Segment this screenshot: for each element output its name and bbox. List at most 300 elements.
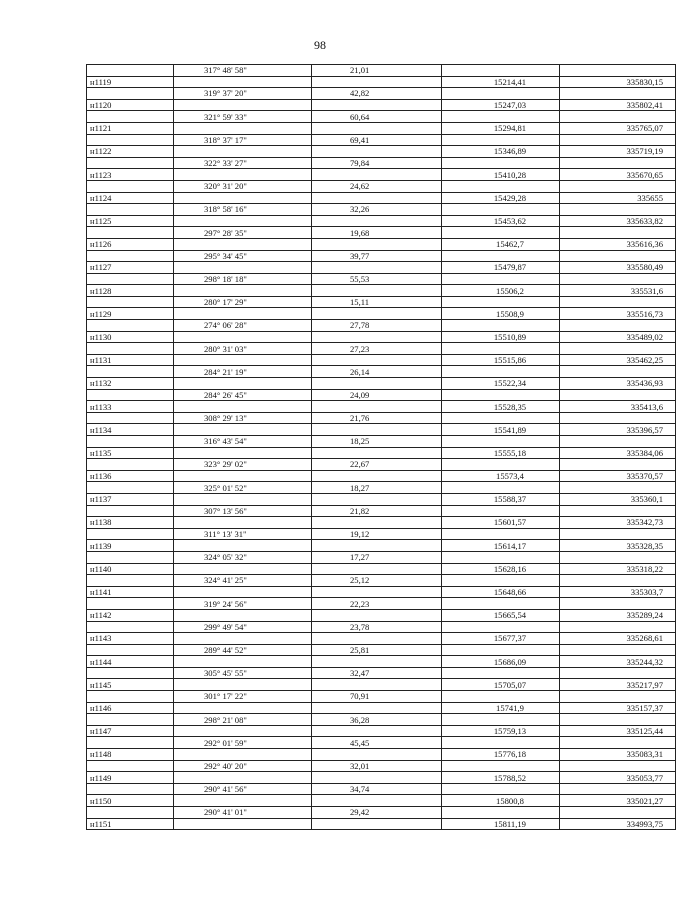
y-coordinate-cell: 335268,61 [560, 633, 676, 645]
y-coordinate-cell [560, 528, 676, 540]
line-row [87, 250, 676, 262]
y-coordinate-cell [560, 320, 676, 332]
point-row [87, 354, 676, 366]
x-coordinate-cell [442, 598, 560, 610]
direction-angle-cell [174, 262, 312, 274]
x-coordinate-cell: 15686,09 [442, 656, 560, 668]
distance-cell [312, 76, 442, 88]
point-name-cell [87, 505, 174, 517]
y-coordinate-cell [560, 134, 676, 146]
x-coordinate-cell [442, 783, 560, 795]
direction-angle-cell [174, 563, 312, 575]
point-name-cell [87, 111, 174, 123]
point-name-cell: н1143 [87, 633, 174, 645]
x-coordinate-cell: 15541,89 [442, 424, 560, 436]
line-row [87, 783, 676, 795]
distance-cell: 21,01 [312, 65, 442, 77]
x-coordinate-cell: 15515,86 [442, 354, 560, 366]
y-coordinate-cell: 335289,24 [560, 609, 676, 621]
line-row [87, 389, 676, 401]
line-row [87, 528, 676, 540]
point-name-cell [87, 366, 174, 378]
y-coordinate-cell: 335396,57 [560, 424, 676, 436]
y-coordinate-cell [560, 737, 676, 749]
direction-angle-cell: 280° 31' 03" [174, 343, 312, 355]
y-coordinate-cell: 335318,22 [560, 563, 676, 575]
point-name-cell [87, 273, 174, 285]
line-row [87, 482, 676, 494]
x-coordinate-cell: 15573,4 [442, 470, 560, 482]
x-coordinate-cell [442, 134, 560, 146]
y-coordinate-cell [560, 65, 676, 77]
distance-cell: 70,91 [312, 691, 442, 703]
point-name-cell [87, 389, 174, 401]
x-coordinate-cell: 15741,9 [442, 702, 560, 714]
y-coordinate-cell: 335370,57 [560, 470, 676, 482]
distance-cell [312, 424, 442, 436]
x-coordinate-cell [442, 621, 560, 633]
point-name-cell [87, 760, 174, 772]
y-coordinate-cell [560, 111, 676, 123]
point-row [87, 795, 676, 807]
y-coordinate-cell [560, 412, 676, 424]
point-name-cell [87, 737, 174, 749]
page-number: 98 [314, 38, 326, 52]
point-name-cell: н1150 [87, 795, 174, 807]
y-coordinate-cell [560, 621, 676, 633]
line-row [87, 320, 676, 332]
direction-angle-cell [174, 285, 312, 297]
y-coordinate-cell [560, 551, 676, 563]
direction-angle-cell [174, 76, 312, 88]
distance-cell [312, 285, 442, 297]
direction-angle-cell: 298° 18' 18" [174, 273, 312, 285]
direction-angle-cell [174, 192, 312, 204]
y-coordinate-cell: 335633,82 [560, 215, 676, 227]
x-coordinate-cell: 15214,41 [442, 76, 560, 88]
point-row [87, 238, 676, 250]
point-name-cell: н1146 [87, 702, 174, 714]
distance-cell: 24,09 [312, 389, 442, 401]
x-coordinate-cell [442, 505, 560, 517]
y-coordinate-cell [560, 783, 676, 795]
direction-angle-cell: 301° 17' 22" [174, 691, 312, 703]
line-row [87, 760, 676, 772]
x-coordinate-cell [442, 180, 560, 192]
point-row [87, 656, 676, 668]
x-coordinate-cell: 15528,35 [442, 401, 560, 413]
x-coordinate-cell: 15508,9 [442, 308, 560, 320]
y-coordinate-cell [560, 366, 676, 378]
direction-angle-cell: 317° 48' 58" [174, 65, 312, 77]
point-name-cell: н1131 [87, 354, 174, 366]
y-coordinate-cell: 335719,19 [560, 146, 676, 158]
direction-angle-cell [174, 679, 312, 691]
distance-cell [312, 679, 442, 691]
y-coordinate-cell: 335489,02 [560, 331, 676, 343]
x-coordinate-cell [442, 644, 560, 656]
direction-angle-cell: 324° 41' 25" [174, 575, 312, 587]
direction-angle-cell: 292° 01' 59" [174, 737, 312, 749]
distance-cell [312, 795, 442, 807]
distance-cell: 34,74 [312, 783, 442, 795]
direction-angle-cell: 305° 45' 55" [174, 667, 312, 679]
y-coordinate-cell [560, 296, 676, 308]
direction-angle-cell [174, 447, 312, 459]
direction-angle-cell [174, 401, 312, 413]
coordinates-table [86, 64, 676, 830]
point-row [87, 702, 676, 714]
x-coordinate-cell: 15346,89 [442, 146, 560, 158]
distance-cell: 60,64 [312, 111, 442, 123]
y-coordinate-cell [560, 691, 676, 703]
y-coordinate-cell: 335765,07 [560, 122, 676, 134]
point-name-cell [87, 88, 174, 100]
point-row [87, 609, 676, 621]
distance-cell: 25,81 [312, 644, 442, 656]
x-coordinate-cell: 15601,57 [442, 517, 560, 529]
direction-angle-cell [174, 238, 312, 250]
direction-angle-cell [174, 702, 312, 714]
distance-cell: 24,62 [312, 180, 442, 192]
direction-angle-cell [174, 122, 312, 134]
y-coordinate-cell: 335053,77 [560, 772, 676, 784]
point-name-cell: н1139 [87, 540, 174, 552]
x-coordinate-cell [442, 482, 560, 494]
direction-angle-cell: 295° 34' 45" [174, 250, 312, 262]
y-coordinate-cell: 335655 [560, 192, 676, 204]
x-coordinate-cell [442, 436, 560, 448]
point-row [87, 540, 676, 552]
distance-cell [312, 749, 442, 761]
point-name-cell [87, 714, 174, 726]
y-coordinate-cell [560, 644, 676, 656]
point-name-cell: н1130 [87, 331, 174, 343]
x-coordinate-cell [442, 737, 560, 749]
y-coordinate-cell: 335802,41 [560, 99, 676, 111]
y-coordinate-cell: 335413,6 [560, 401, 676, 413]
point-name-cell: н1126 [87, 238, 174, 250]
direction-angle-cell: 323° 29' 02" [174, 459, 312, 471]
point-name-cell: н1145 [87, 679, 174, 691]
point-row [87, 749, 676, 761]
point-row [87, 470, 676, 482]
direction-angle-cell: 322° 33' 27" [174, 157, 312, 169]
distance-cell: 18,27 [312, 482, 442, 494]
distance-cell [312, 563, 442, 575]
distance-cell [312, 192, 442, 204]
point-name-cell [87, 134, 174, 146]
y-coordinate-cell [560, 157, 676, 169]
point-row [87, 563, 676, 575]
point-name-cell: н1151 [87, 818, 174, 830]
x-coordinate-cell [442, 528, 560, 540]
point-name-cell: н1140 [87, 563, 174, 575]
point-name-cell: н1128 [87, 285, 174, 297]
x-coordinate-cell [442, 366, 560, 378]
point-row [87, 285, 676, 297]
y-coordinate-cell [560, 343, 676, 355]
y-coordinate-cell [560, 667, 676, 679]
point-name-cell [87, 250, 174, 262]
point-row [87, 679, 676, 691]
x-coordinate-cell [442, 320, 560, 332]
x-coordinate-cell: 15588,37 [442, 493, 560, 505]
point-name-cell [87, 320, 174, 332]
distance-cell: 29,42 [312, 807, 442, 819]
y-coordinate-cell [560, 760, 676, 772]
point-name-cell [87, 227, 174, 239]
distance-cell: 69,41 [312, 134, 442, 146]
y-coordinate-cell: 335083,31 [560, 749, 676, 761]
distance-cell: 27,23 [312, 343, 442, 355]
line-row [87, 714, 676, 726]
x-coordinate-cell: 15429,28 [442, 192, 560, 204]
point-row [87, 215, 676, 227]
y-coordinate-cell [560, 436, 676, 448]
direction-angle-cell: 319° 24' 56" [174, 598, 312, 610]
line-row [87, 204, 676, 216]
x-coordinate-cell: 15506,2 [442, 285, 560, 297]
y-coordinate-cell [560, 88, 676, 100]
point-name-cell [87, 204, 174, 216]
distance-cell [312, 702, 442, 714]
y-coordinate-cell: 335462,25 [560, 354, 676, 366]
distance-cell [312, 540, 442, 552]
y-coordinate-cell: 335360,1 [560, 493, 676, 505]
distance-cell [312, 99, 442, 111]
point-name-cell: н1137 [87, 493, 174, 505]
y-coordinate-cell: 335157,37 [560, 702, 676, 714]
line-row [87, 436, 676, 448]
y-coordinate-cell: 335021,27 [560, 795, 676, 807]
point-row [87, 378, 676, 390]
point-name-cell: н1134 [87, 424, 174, 436]
point-name-cell [87, 783, 174, 795]
distance-cell: 55,53 [312, 273, 442, 285]
distance-cell [312, 725, 442, 737]
distance-cell: 39,77 [312, 250, 442, 262]
line-row [87, 737, 676, 749]
x-coordinate-cell [442, 273, 560, 285]
point-row [87, 146, 676, 158]
direction-angle-cell [174, 99, 312, 111]
direction-angle-cell: 297° 28' 35" [174, 227, 312, 239]
point-name-cell [87, 459, 174, 471]
point-name-cell: н1138 [87, 517, 174, 529]
point-row [87, 401, 676, 413]
y-coordinate-cell: 335342,73 [560, 517, 676, 529]
point-row [87, 586, 676, 598]
x-coordinate-cell [442, 551, 560, 563]
distance-cell [312, 772, 442, 784]
point-name-cell: н1142 [87, 609, 174, 621]
x-coordinate-cell [442, 412, 560, 424]
x-coordinate-cell [442, 204, 560, 216]
distance-cell: 21,76 [312, 412, 442, 424]
y-coordinate-cell [560, 598, 676, 610]
x-coordinate-cell: 15705,07 [442, 679, 560, 691]
point-name-cell: н1121 [87, 122, 174, 134]
x-coordinate-cell: 15522,34 [442, 378, 560, 390]
direction-angle-cell [174, 146, 312, 158]
y-coordinate-cell: 335830,15 [560, 76, 676, 88]
distance-cell: 36,28 [312, 714, 442, 726]
distance-cell: 15,11 [312, 296, 442, 308]
y-coordinate-cell [560, 807, 676, 819]
y-coordinate-cell [560, 250, 676, 262]
x-coordinate-cell [442, 343, 560, 355]
direction-angle-cell [174, 354, 312, 366]
y-coordinate-cell [560, 180, 676, 192]
point-name-cell [87, 343, 174, 355]
distance-cell: 21,82 [312, 505, 442, 517]
point-name-cell: н1124 [87, 192, 174, 204]
x-coordinate-cell [442, 111, 560, 123]
point-row [87, 633, 676, 645]
x-coordinate-cell [442, 227, 560, 239]
point-name-cell [87, 621, 174, 633]
point-name-cell: н1125 [87, 215, 174, 227]
distance-cell [312, 609, 442, 621]
x-coordinate-cell: 15776,18 [442, 749, 560, 761]
point-name-cell [87, 598, 174, 610]
distance-cell [312, 401, 442, 413]
point-row [87, 331, 676, 343]
x-coordinate-cell [442, 760, 560, 772]
x-coordinate-cell: 15555,18 [442, 447, 560, 459]
point-name-cell: н1144 [87, 656, 174, 668]
point-row [87, 192, 676, 204]
x-coordinate-cell: 15614,17 [442, 540, 560, 552]
point-row [87, 725, 676, 737]
direction-angle-cell: 324° 05' 32" [174, 551, 312, 563]
direction-angle-cell [174, 818, 312, 830]
x-coordinate-cell: 15462,7 [442, 238, 560, 250]
point-name-cell [87, 807, 174, 819]
direction-angle-cell [174, 308, 312, 320]
distance-cell [312, 122, 442, 134]
distance-cell [312, 146, 442, 158]
x-coordinate-cell: 15677,37 [442, 633, 560, 645]
direction-angle-cell: 292° 40' 20" [174, 760, 312, 772]
distance-cell [312, 493, 442, 505]
direction-angle-cell: 321° 59' 33" [174, 111, 312, 123]
point-name-cell [87, 412, 174, 424]
distance-cell: 23,78 [312, 621, 442, 633]
distance-cell: 32,47 [312, 667, 442, 679]
x-coordinate-cell: 15665,54 [442, 609, 560, 621]
line-row [87, 273, 676, 285]
direction-angle-cell [174, 795, 312, 807]
direction-angle-cell [174, 331, 312, 343]
point-name-cell [87, 296, 174, 308]
direction-angle-cell: 316° 43' 54" [174, 436, 312, 448]
y-coordinate-cell [560, 227, 676, 239]
point-row [87, 308, 676, 320]
distance-cell: 19,12 [312, 528, 442, 540]
point-name-cell: н1132 [87, 378, 174, 390]
direction-angle-cell [174, 586, 312, 598]
distance-cell [312, 378, 442, 390]
distance-cell [312, 331, 442, 343]
distance-cell: 42,82 [312, 88, 442, 100]
y-coordinate-cell: 335670,65 [560, 169, 676, 181]
direction-angle-cell [174, 540, 312, 552]
y-coordinate-cell: 335303,7 [560, 586, 676, 598]
distance-cell: 45,45 [312, 737, 442, 749]
point-name-cell: н1147 [87, 725, 174, 737]
distance-cell: 25,12 [312, 575, 442, 587]
point-name-cell [87, 528, 174, 540]
distance-cell: 32,01 [312, 760, 442, 772]
x-coordinate-cell: 15479,87 [442, 262, 560, 274]
line-row [87, 111, 676, 123]
point-row [87, 772, 676, 784]
y-coordinate-cell [560, 482, 676, 494]
point-row [87, 76, 676, 88]
line-row [87, 134, 676, 146]
line-row [87, 667, 676, 679]
distance-cell: 19,68 [312, 227, 442, 239]
distance-cell [312, 517, 442, 529]
direction-angle-cell [174, 215, 312, 227]
x-coordinate-cell: 15648,66 [442, 586, 560, 598]
direction-angle-cell: 318° 37' 17" [174, 134, 312, 146]
line-row [87, 621, 676, 633]
direction-angle-cell: 325° 01' 52" [174, 482, 312, 494]
x-coordinate-cell: 15510,89 [442, 331, 560, 343]
point-name-cell [87, 551, 174, 563]
distance-cell: 22,67 [312, 459, 442, 471]
x-coordinate-cell: 15788,52 [442, 772, 560, 784]
y-coordinate-cell [560, 389, 676, 401]
direction-angle-cell [174, 656, 312, 668]
point-name-cell: н1122 [87, 146, 174, 158]
distance-cell: 26,14 [312, 366, 442, 378]
line-row [87, 807, 676, 819]
y-coordinate-cell [560, 714, 676, 726]
distance-cell [312, 818, 442, 830]
y-coordinate-cell: 335244,32 [560, 656, 676, 668]
y-coordinate-cell: 335516,73 [560, 308, 676, 320]
distance-cell: 27,78 [312, 320, 442, 332]
x-coordinate-cell [442, 807, 560, 819]
x-coordinate-cell: 15410,28 [442, 169, 560, 181]
point-name-cell: н1148 [87, 749, 174, 761]
point-name-cell: н1141 [87, 586, 174, 598]
distance-cell [312, 354, 442, 366]
direction-angle-cell: 280° 17' 29" [174, 296, 312, 308]
point-row [87, 169, 676, 181]
direction-angle-cell [174, 633, 312, 645]
point-name-cell [87, 157, 174, 169]
point-row [87, 493, 676, 505]
point-row [87, 517, 676, 529]
point-name-cell [87, 436, 174, 448]
point-row [87, 424, 676, 436]
x-coordinate-cell: 15453,62 [442, 215, 560, 227]
x-coordinate-cell [442, 575, 560, 587]
y-coordinate-cell: 335384,06 [560, 447, 676, 459]
x-coordinate-cell [442, 389, 560, 401]
line-row [87, 575, 676, 587]
y-coordinate-cell: 335580,49 [560, 262, 676, 274]
direction-angle-cell [174, 609, 312, 621]
x-coordinate-cell [442, 296, 560, 308]
direction-angle-cell: 307° 13' 56" [174, 505, 312, 517]
line-row [87, 551, 676, 563]
